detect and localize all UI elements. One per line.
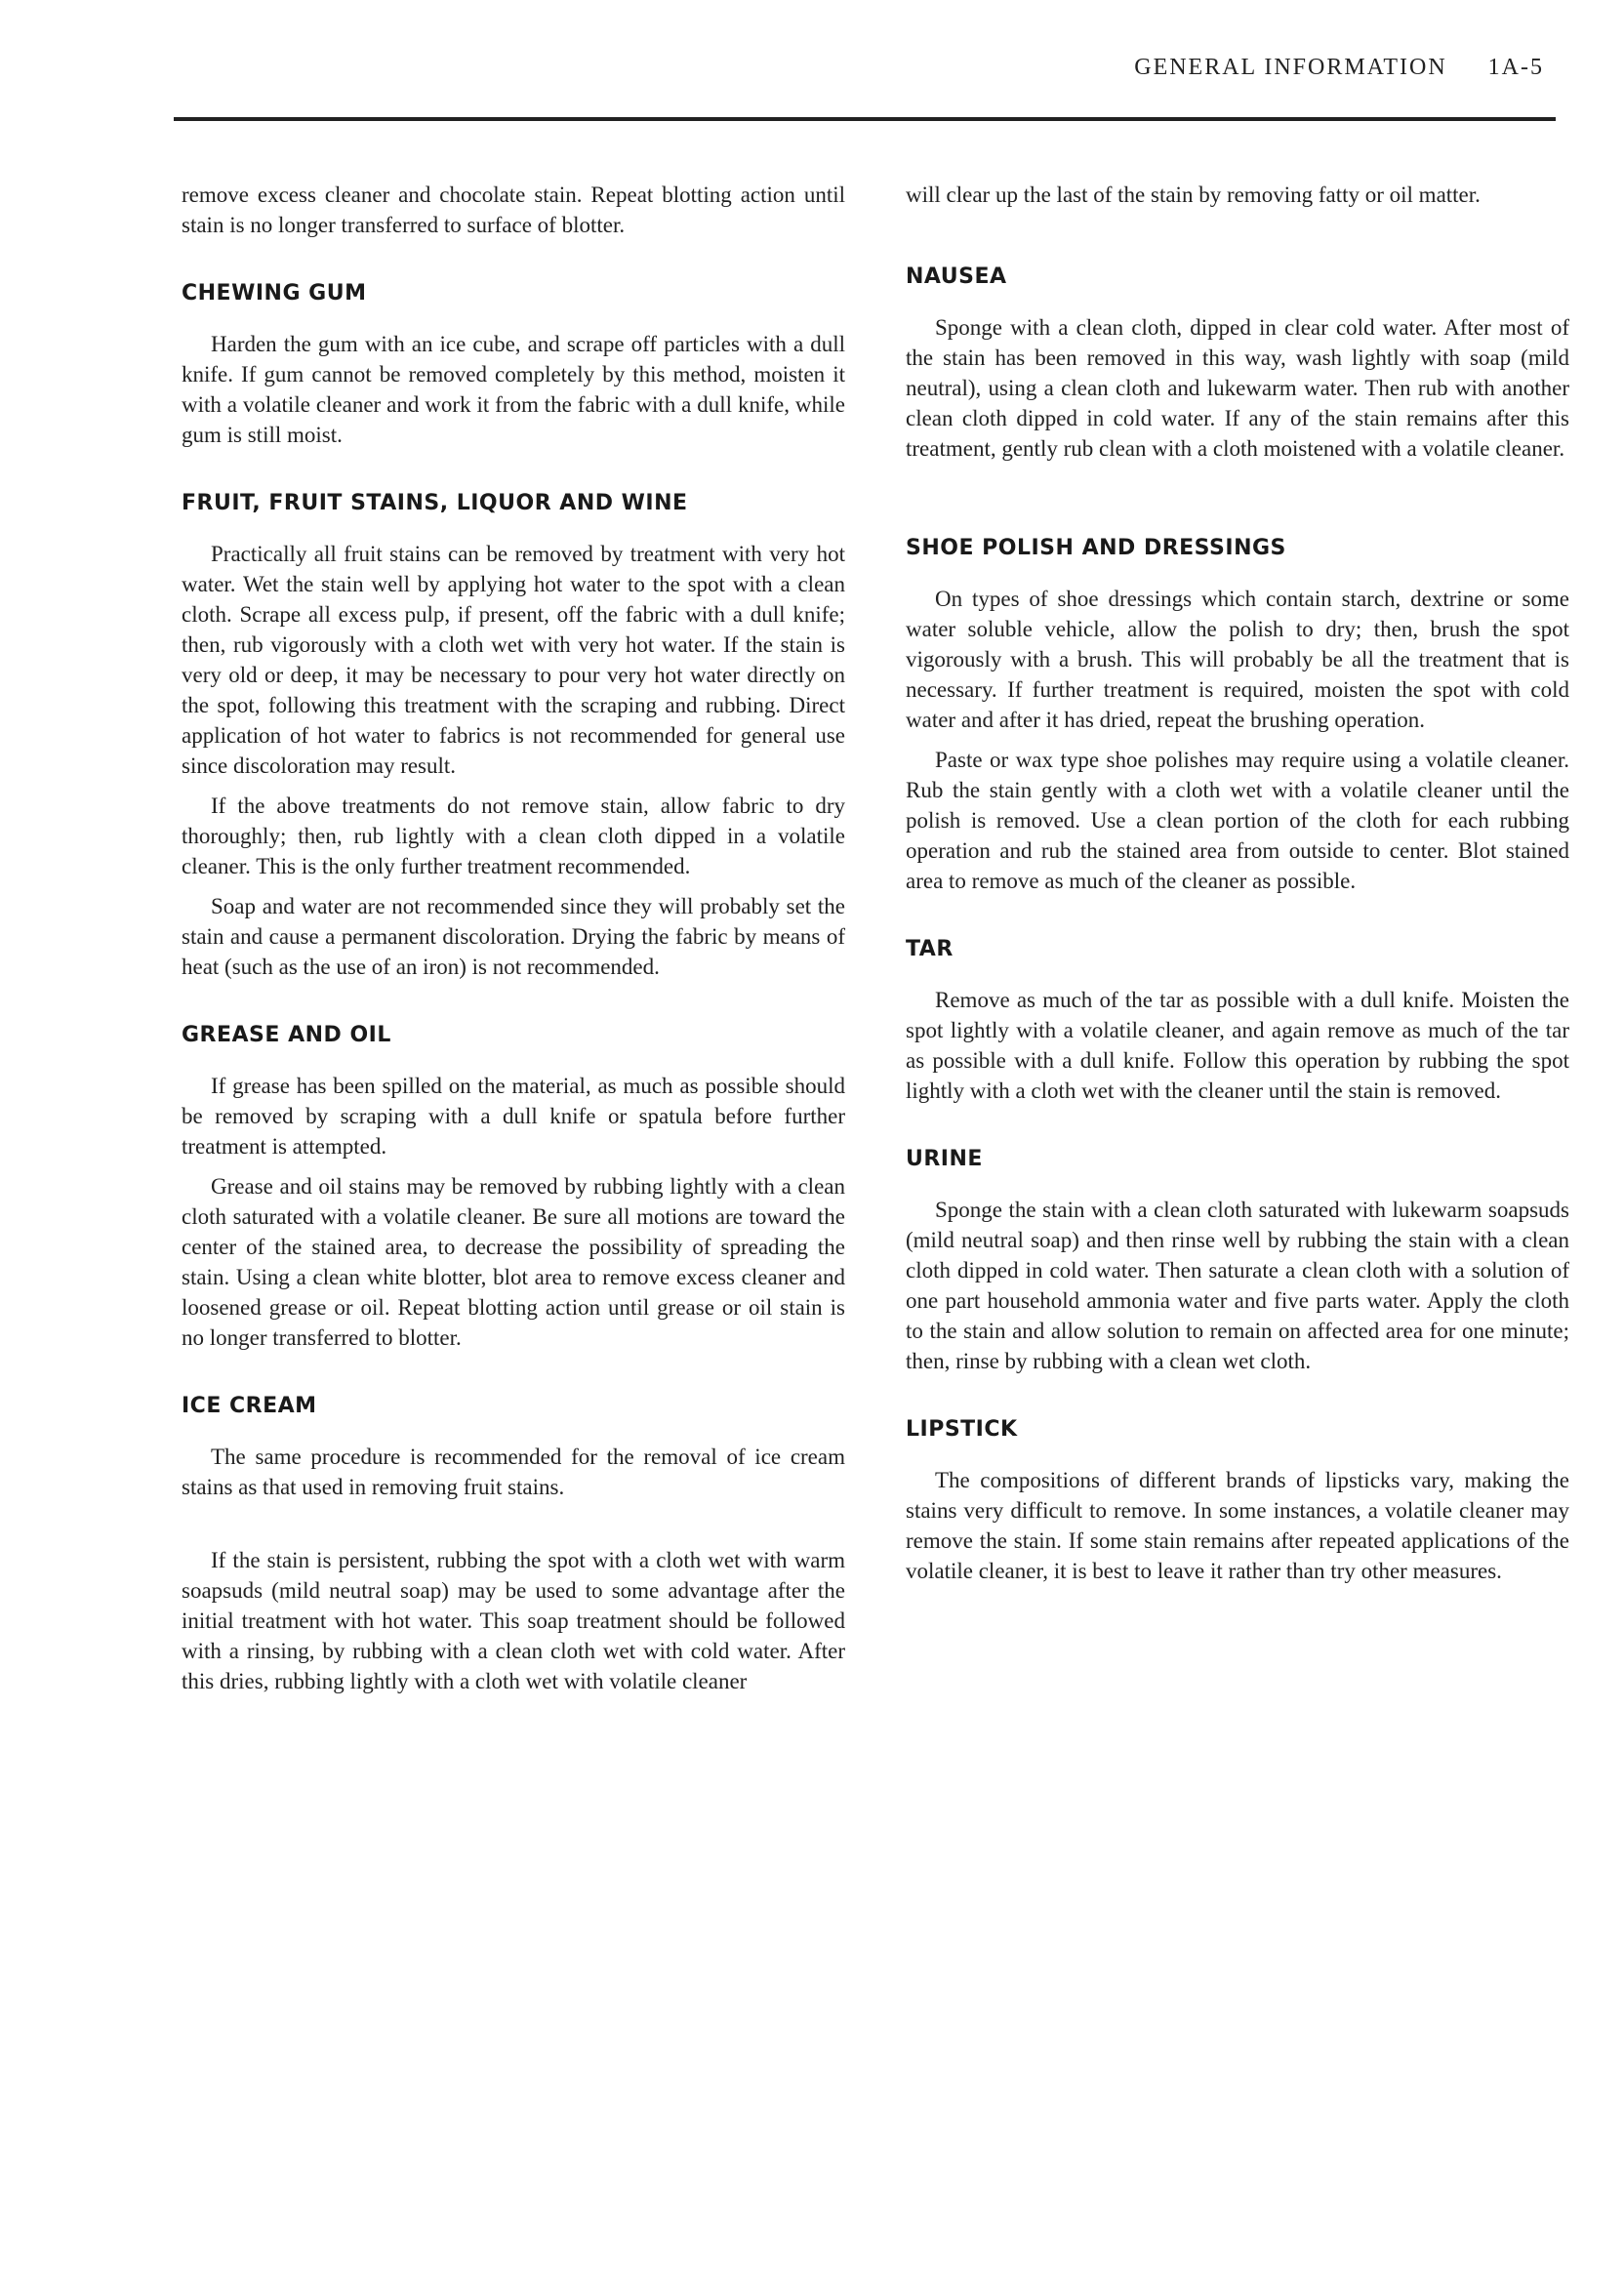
section-heading-lipstick: LIPSTICK <box>906 1417 1018 1442</box>
left-column <box>182 180 845 1706</box>
continuation-paragraph: will clear up the last of the stain by removing fatty or oil matter. <box>906 183 1481 207</box>
chewing-gum-paragraph: Harden the gum with an ice cube, and scrape off particles with a dull knife. If gum cannot be removed completely by this method, moisten it with a volatile cleaner and work it from the fabric with a dull knife, while gum is still moist. <box>182 332 845 447</box>
section-heading-ice-cream: ICE CREAM <box>182 1394 317 1418</box>
fruit-paragraph-1: Practically all fruit stains can be removed by treatment with very hot water. Wet the stain well by applying hot water to the spot with a clean cloth. Scrape all excess pulp, if present, off the fabric with a dull knife; then, rub vigorously with a cloth wet with very hot water. If the stain is very old or deep, it may be necessary to pour very hot water directly on the spot, following this treatment with the scraping and rubbing. Direct application of hot water to fabrics is not recommended for general use since discoloration may result. <box>182 542 845 778</box>
urine-paragraph: Sponge the stain with a clean cloth saturated with lukewarm soapsuds (mild neutral soap) and then rinse well by rubbing the stain with a clean cloth dipped in cold water. Then saturate a clean cloth with a solution of one part household ammonia water and five parts water. Apply the cloth to the stain and allow solution to remain on affected area for one minute; then, rinse by rubbing with a clean wet cloth. <box>906 1198 1569 1373</box>
header-rule <box>174 117 1556 121</box>
section-heading-grease: GREASE AND OIL <box>182 1023 391 1047</box>
grease-paragraph-2: Grease and oil stains may be removed by rubbing lightly with a clean cloth saturated with a volatile cleaner. Be sure all motions are toward the center of the stained area, to decrease the possibility of spreading the stain. Using a clean white blotter, blot area to remove excess cleaner and loosened grease or oil. Repeat blotting action until grease or oil stain is no longer transferred to blotter. <box>182 1174 845 1350</box>
ice-cream-paragraph-2: If the stain is persistent, rubbing the spot with a cloth wet with warm soapsuds (mild neutral soap) may be used to some advantage after the initial treatment with hot water. This soap treatment should be followed with a rinsing, by rubbing with a clean cloth wet with cold water. After this dries, rubbing lightly with a cloth wet with volatile cleaner <box>182 1548 845 1693</box>
ice-cream-paragraph-1: The same procedure is recommended for the removal of ice cream stains as that used in removing fruit stains. <box>182 1445 845 1499</box>
lipstick-paragraph: The compositions of different brands of lipsticks vary, making the stains very difficult to remove. In some instances, a volatile cleaner may remove the stain. If some stain remains after repeated applications of the volatile cleaner, it is best to leave it rather than try other measures. <box>906 1468 1569 1583</box>
running-header-title: GENERAL INFORMATION <box>1134 55 1447 80</box>
page-number: 1A-5 <box>1487 55 1544 80</box>
right-column <box>906 180 1569 1596</box>
tar-paragraph: Remove as much of the tar as possible with a dull knife. Moisten the spot lightly with a volatile cleaner, and again remove as much of the tar as possible with a dull knife. Follow this operation by rubbing the spot lightly with a cloth wet with the cleaner until the stain is removed. <box>906 988 1569 1103</box>
fruit-paragraph-3: Soap and water are not recommended since they will probably set the stain and cause a permanent discoloration. Drying the fabric by means of heat (such as the use of an iron) is not recommended. <box>182 894 845 979</box>
section-heading-tar: TAR <box>906 937 954 961</box>
section-heading-chewing-gum: CHEWING GUM <box>182 281 367 305</box>
continuation-paragraph: remove excess cleaner and chocolate stain. Repeat blotting action until stain is no longer transferred to surface of blotter. <box>182 183 845 237</box>
grease-paragraph-1: If grease has been spilled on the material, as much as possible should be removed by scraping with a dull knife or spatula before further treatment is attempted. <box>182 1074 845 1159</box>
shoe-polish-paragraph-2: Paste or wax type shoe polishes may require using a volatile cleaner. Rub the stain gently with a cloth wet with a volatile cleaner until the polish is removed. Use a clean portion of the cloth for each rubbing operation and rub the stained area from outside to center. Blot stained area to remove as much of the cleaner as possible. <box>906 748 1569 893</box>
section-heading-fruit: FRUIT, FRUIT STAINS, LIQUOR AND WINE <box>182 491 688 515</box>
page-header <box>1134 55 1544 81</box>
nausea-paragraph: Sponge with a clean cloth, dipped in clear cold water. After most of the stain has been removed in this way, wash lightly with soap (mild neutral), using a clean cloth and lukewarm water. Then rub with another clean cloth dipped in cold water. If any of the stain remains after this treatment, gently rub clean with a cloth moistened with a volatile cleaner. <box>906 315 1569 461</box>
section-heading-shoe-polish: SHOE POLISH AND DRESSINGS <box>906 536 1286 560</box>
section-heading-urine: URINE <box>906 1147 983 1171</box>
section-heading-nausea: NAUSEA <box>906 265 1007 289</box>
shoe-polish-paragraph-1: On types of shoe dressings which contain starch, dextrine or some water soluble vehicle, allow the polish to dry; then, brush the spot vigorously with a brush. This will probably be all the treatment that is necessary. If further treatment is required, moisten the spot with cold water and after it has dried, repeat the brushing operation. <box>906 587 1569 732</box>
fruit-paragraph-2: If the above treatments do not remove stain, allow fabric to dry thoroughly; then, rub lightly with a clean cloth dipped in a volatile cleaner. This is the only further treatment recommended. <box>182 794 845 878</box>
